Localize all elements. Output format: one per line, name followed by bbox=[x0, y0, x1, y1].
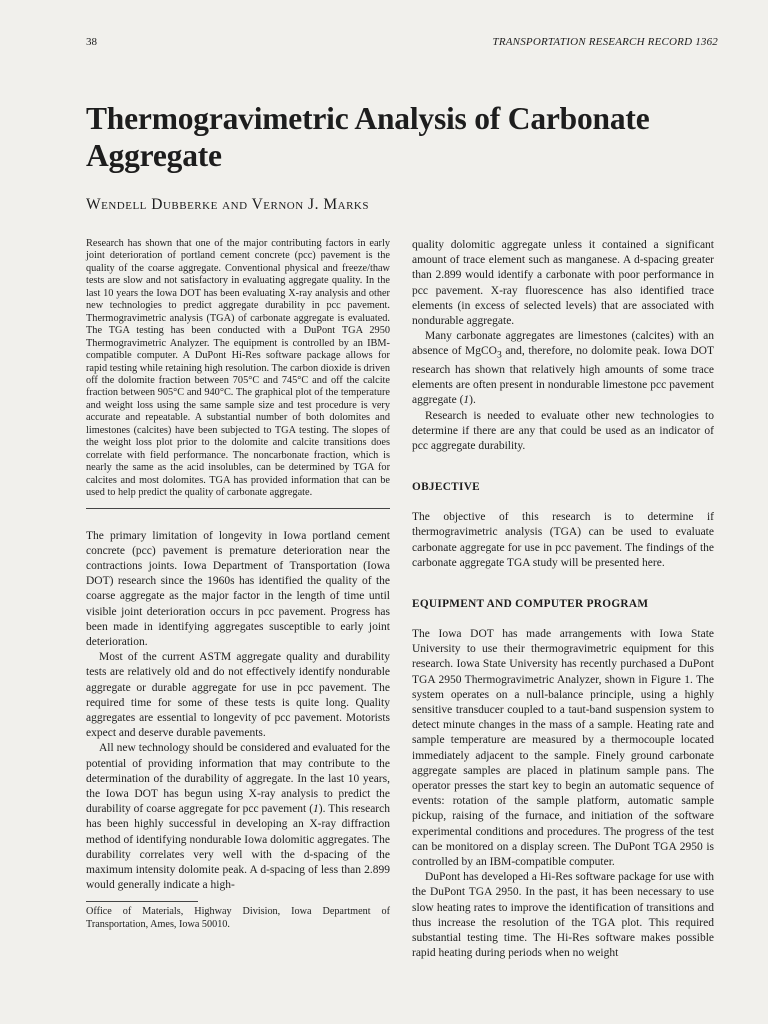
footnote-divider bbox=[86, 901, 198, 902]
body-paragraph: DuPont has developed a Hi-Res software package for use with the DuPont TGA 2950. In the past, it has been necessary to use slow heating rates to improve the identification of transitions and thus increase the resolution of the TGA plot. This required substantial testing time. The Hi-Res software makes possible rapid heating during periods when no weight bbox=[412, 871, 714, 960]
body-paragraph: Research is needed to evaluate other new technologies to determine if there are any that could be used as an indicator of pcc aggregate durability. bbox=[412, 409, 714, 452]
left-body-text bbox=[86, 529, 390, 894]
paragraph-text: All new technology should be considered and evaluated for the potential of providing information that may contribute to the determination of the durability of aggregate. In the last 10 years, the Iowa DOT has begun using X-ray analysis to predict the durability of coarse aggregate for pcc pavement ( bbox=[86, 742, 390, 816]
body-paragraph: The objective of this research is to determine if thermogravimetric analysis (TGA) can be used to evaluate carbonate aggregate for use in pcc pavement. The findings of the carbonate aggregate TGA study will be presented here. bbox=[412, 511, 714, 569]
paragraph-text: ). bbox=[469, 394, 476, 407]
section-heading-equipment: EQUIPMENT AND COMPUTER PROGRAM bbox=[412, 597, 649, 610]
citation-reference: 1 bbox=[463, 394, 470, 407]
paragraph-text: ). This research has been highly successful in developing an X-ray diffraction method of identifying nondurable Iowa dolomitic aggregates. The durability correlates very well with the d-spacing of the maximum intensity dolomite peak. A d-spacing of less than 2.899 would generally indicate a high- bbox=[86, 803, 390, 892]
section-heading-objective: OBJECTIVE bbox=[412, 481, 480, 494]
citation-reference: 1 bbox=[313, 803, 319, 816]
abstract-divider bbox=[86, 508, 390, 509]
chemical-subscript: 3 bbox=[497, 349, 502, 361]
paragraph-text: Many carbonate aggregates are limestones (calcites) with an absence of MgCO bbox=[412, 330, 714, 358]
body-paragraph: Most of the current ASTM aggregate quality and durability tests are relatively old and do not effectively identify nondurable aggregate or durable aggregate for use in pcc pavement. The required time for some of these tests is quite long. Quality aggregates are essential to longevity of pcc pavement. Motorists expect and deserve durable pavements. bbox=[86, 651, 390, 740]
body-paragraph bbox=[86, 741, 390, 893]
left-column bbox=[86, 238, 390, 893]
right-column bbox=[412, 238, 714, 961]
article-title: Thermogravimetric Analysis of Carbonate Aggregate bbox=[86, 101, 650, 173]
abstract: Research has shown that one of the major contributing factors in early joint deterioration of portland cement concrete (pcc) pavement is the quality of the coarse aggregate. Conventional physical and freeze/thaw tests are slow and not satisfactory in evaluating aggregate quality. In the last 10 years the Iowa DOT has been evaluating X-ray analysis and other new technologies to predict aggregate durability in pcc pavement. Thermogravimetric analysis (TGA) of carbonate aggregate is evaluated. The TGA testing has been conducted with a DuPont TGA 2950 Thermogravimetric Analyzer. The equipment is controlled by an IBM-compatible computer. A DuPont Hi-Res software package allows for rapid testing while retaining high resolution. The carbon dioxide is driven off the dolomite fraction between 705°C and 745°C and off the calcite fraction between 905°C and 940°C. The graphical plot of the temperature and weight loss using the same sample size and test procedure is very accurate and repeatable. A substantial number of both dolomites and limestones (calcites) have been subjected to TGA testing. The slopes of the weight loss plot prior to the dolomite and calcite transitions does correlate with field performance. The noncarbonate fraction, which is nearly the same as the acid insolubles, can be determined by TGA for calcites and most dolomites. TGA has provided information that can be used to help predict the quality of carbonate aggregate. bbox=[86, 238, 390, 499]
journal-running-head: TRANSPORTATION RESEARCH RECORD 1362 bbox=[492, 36, 718, 48]
article-authors: Wendell Dubberke and Vernon J. Marks bbox=[86, 196, 369, 213]
body-paragraph: The Iowa DOT has made arrangements with Iowa State University to use their thermogravimetric equipment for this research. Iowa State University has recently purchased a DuPont TGA 2950 Thermogravimetric Analyzer, shown in Figure 1. The system operates on a null-balance principle, using a highly sensitive transducer coupled to a taut-band suspension system to detect minute changes in the mass of a sample. Heating rate and sample temperature are measured by a thermocouple located immediately adjacent to the sample. Finely ground carbonate aggregate samples are placed in platinum sample pans. The operator presses the start key to begin an automatic sequence of events: rotation of the sample platform, automatic sample pickup, raising of the furnace, and initiation of the software experimental conditions and procedures. The progress of the test can be monitored on a display screen. The DuPont TGA 2950 is controlled by an IBM-compatible computer. bbox=[412, 627, 714, 868]
author-affiliation-footnote: Office of Materials, Highway Division, Iowa Department of Transportation, Ames, Iowa 50010. bbox=[86, 906, 390, 930]
body-paragraph: quality dolomitic aggregate unless it contained a significant amount of trace element such as manganese. A d-spacing greater than 2.899 would identify a carbonate with poor performance in pcc pavement. X-ray fluorescence has also identified trace elements (in excess of selected levels) that are associated with nondurable aggregate. bbox=[412, 239, 714, 328]
paragraph-text: and, therefore, no dolomite peak. Iowa DOT research has shown that relatively high amounts of some trace elements are often present in nondurable limestone pcc pavement aggregate ( bbox=[412, 345, 714, 407]
body-paragraph bbox=[412, 329, 714, 408]
body-paragraph: The primary limitation of longevity in Iowa portland cement concrete (pcc) pavement is premature deterioration near the contractions joints. Iowa Department of Transportation (Iowa DOT) research since the 1960s has identified the quality of the coarse aggregate as the major factor in the length of time until visible joint deterioration occurs in pcc pavement. Progress has been made in identifying aggregates susceptible to early joint deterioration. bbox=[86, 529, 390, 648]
page-number: 38 bbox=[86, 36, 97, 48]
